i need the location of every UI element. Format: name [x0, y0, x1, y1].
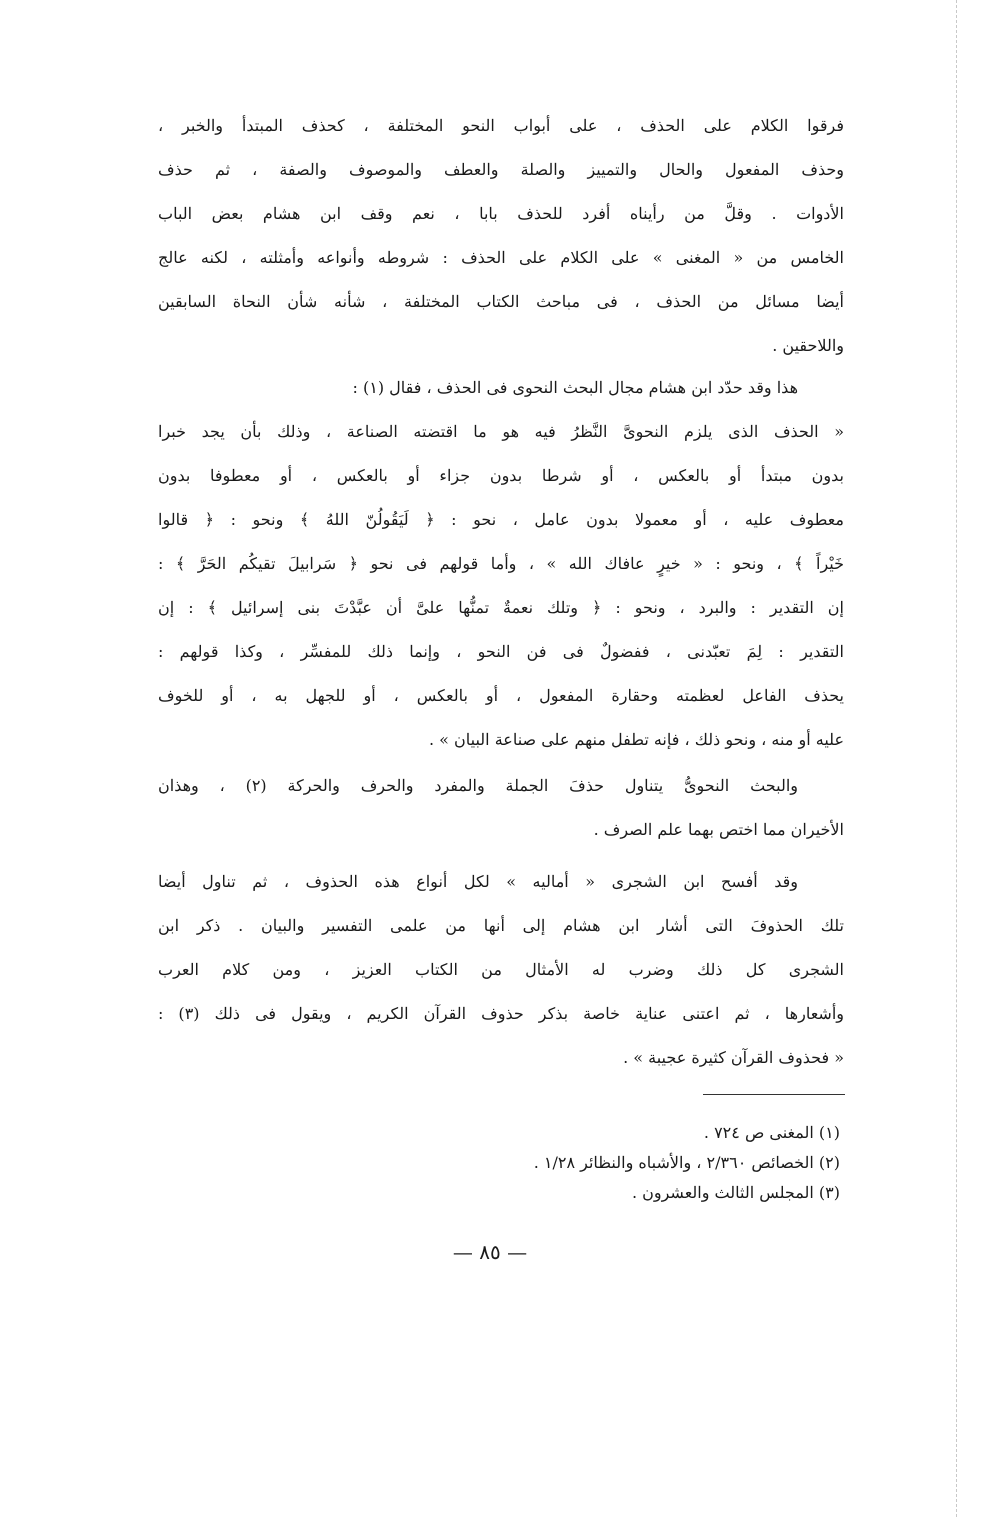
paragraph-line: يحذف الفاعل لعظمته وحقارة المفعول ، أو بالعكس ، أو للجهل به ، أو للخوف	[158, 686, 844, 705]
paragraph-line: وأشعارها ، ثم اعتنى عناية خاصة بذكر حذوف القرآن الكريم ، ويقول فى ذلك (٣) :	[158, 1004, 844, 1023]
paragraph-line: الشجرى كل ذلك وضرب له الأمثال من الكتاب العزيز ، ومن كلام العرب	[158, 960, 844, 979]
page-number: — ٨٥ —	[452, 1240, 528, 1264]
paragraph-line: أيضا مسائل من الحذف ، فى مباحث الكتاب المختلفة ، شأنه شأن النحاة السابقين	[158, 292, 844, 311]
paragraph-line: هذا وقد حدّد ابن هشام مجال البحث النحوى فى الحذف ، فقال (١) :	[352, 378, 798, 397]
footnote-2: (٢) الخصائص ٢/٣٦٠ ، والأشباه والنظائر ١/٢٨ .	[533, 1153, 840, 1172]
footnote-1: (١) المغنى ص ٧٢٤ .	[703, 1123, 840, 1142]
footnote-separator	[703, 1094, 845, 1095]
paragraph-line: الأدوات . وقلَّ من رأيناه أفرد للحذف بابا ، نعم وقف ابن هشام بعض الباب	[158, 204, 844, 223]
paragraph-1	[158, 104, 844, 368]
paragraph-line: واللاحقين .	[772, 336, 844, 355]
paragraph-4	[158, 860, 844, 1080]
scan-edge-line	[956, 0, 957, 1517]
paragraph-line: « الحذف الذى يلزم النحوىَّ النَّظرُ فيه هو ما اقتضته الصناعة ، وذلك بأن يجد خبرا	[158, 422, 844, 441]
paragraph-2	[158, 366, 844, 762]
paragraph-3	[158, 764, 844, 852]
paragraph-line: تلك الحذوفَ التى أشار ابن هشام إلى أنها من علمى التفسير والبيان . ذكر ابن	[158, 916, 844, 935]
paragraph-line: إن التقدير : والبرد ، ونحو : ﴿ وتلك نعمةٌ تمنُّها علىَّ أن عبَّدْتَ بنى إسرائيل ﴾ : إن	[158, 598, 844, 617]
paragraph-line: بدون مبتدأ أو بالعكس ، أو شرطا بدون جزاء أو بالعكس ، أو معطوفا بدون	[158, 466, 844, 485]
footnote-3: (٣) المجلس الثالث والعشرون .	[631, 1183, 840, 1202]
paragraph-line: « فحذوف القرآن كثيرة عجيبة » .	[623, 1048, 844, 1067]
paragraph-line: معطوف عليه ، أو معمولا بدون عامل ، نحو : ﴿ لَيَقُولُنّ اللهُ ﴾ ونحو : ﴿ قالوا	[158, 510, 844, 529]
paragraph-line: خَيْراً ﴾ ، ونحو : « خيرٍ عافاك الله » ، وأما قولهم فى نحو ﴿ سَرابيلَ تقيكُم الحَرَّ ﴾ :	[158, 554, 844, 573]
paragraph-line: والبحث النحوىُّ يتناول حذفَ الجملة والمفرد والحرف والحركة (٢) ، وهذان	[158, 776, 798, 795]
paragraph-line: وقد أفسح ابن الشجرى « أماليه » لكل أنواع هذه الحذوف ، ثم تناول أيضا	[158, 872, 798, 891]
footnotes	[400, 1118, 840, 1208]
paragraph-line: وحذف المفعول والحال والتمييز والصلة والعطف والموصوف والصفة ، ثم حذف	[158, 160, 844, 179]
paragraph-line: عليه أو منه ، ونحو ذلك ، فإنه تطفل منهم على صناعة البيان » .	[428, 730, 844, 749]
paragraph-line: التقدير : لِمَ تعبّدنى ، ففضولٌ فى فن النحو ، وإنما ذلك للمفسِّر ، وكذا قولهم :	[158, 642, 844, 661]
paragraph-line: فرقوا الكلام على الحذف ، على أبواب النحو المختلفة ، كحذف المبتدأ والخبر ،	[158, 116, 844, 135]
paragraph-line: الخامس من « المغنى » على الكلام على الحذف : شروطه وأنواعه وأمثلته ، لكنه عالج	[158, 248, 844, 267]
paragraph-line: الأخيران مما اختص بهما علم الصرف .	[593, 820, 844, 839]
